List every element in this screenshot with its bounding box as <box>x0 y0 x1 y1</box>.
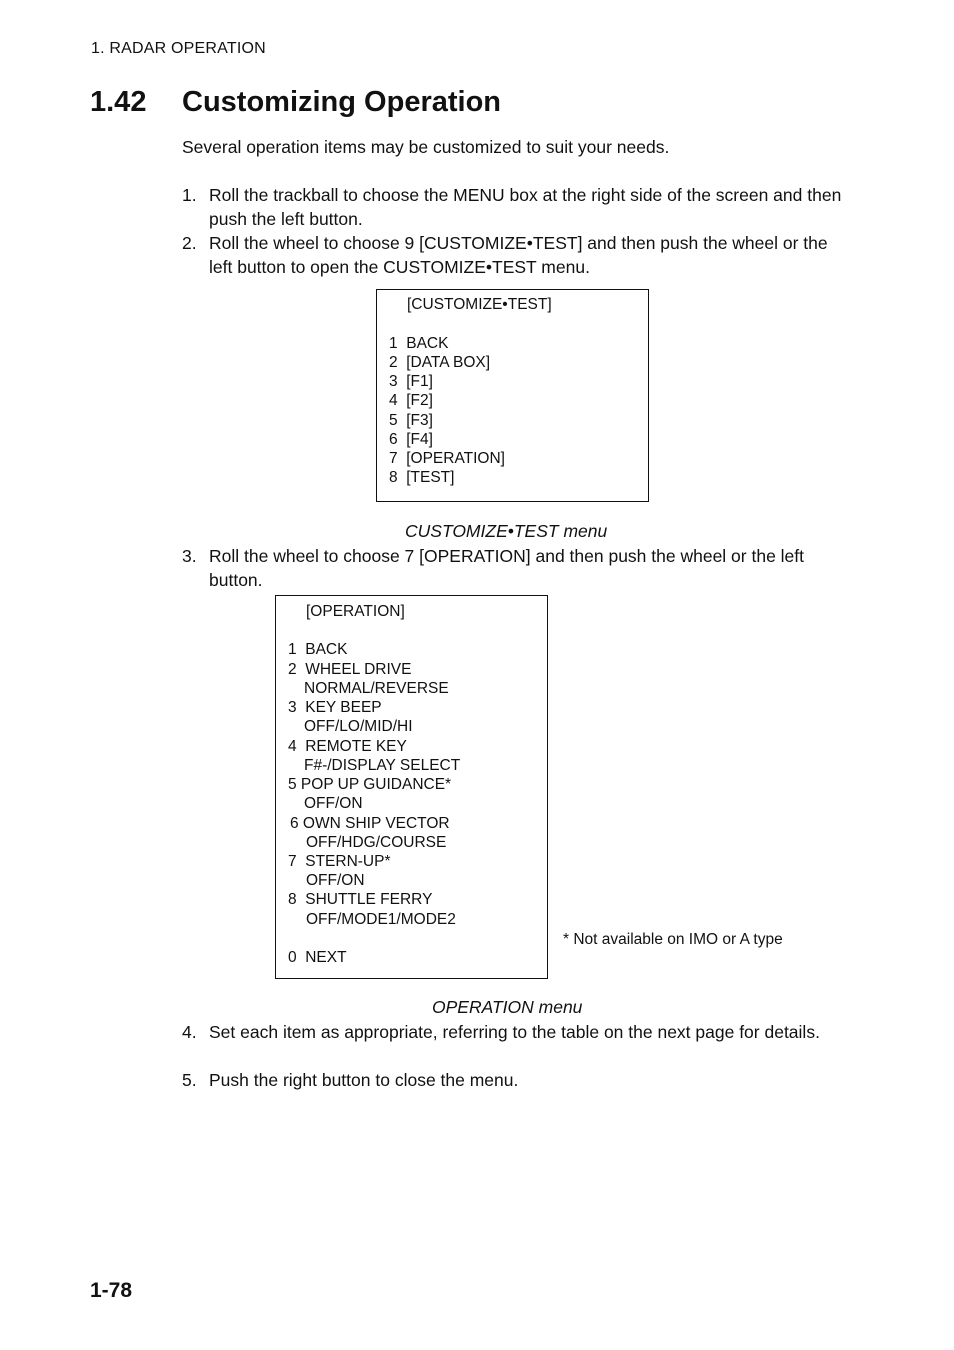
menu-item: 5 POP UP GUIDANCE* <box>288 776 452 793</box>
menu-title: [OPERATION] <box>306 603 405 620</box>
menu-item-options: OFF/HDG/COURSE <box>306 834 447 851</box>
step-2 <box>182 231 842 279</box>
page-number: 1-78 <box>90 1279 133 1302</box>
menu-item: 2 WHEEL DRIVE <box>288 661 412 678</box>
menu-title: [CUSTOMIZE•TEST] <box>407 296 552 313</box>
menu-item-options: OFF/ON <box>304 795 363 812</box>
operation-menu <box>275 595 548 979</box>
menu-item: 3 [F1] <box>389 373 433 390</box>
menu-item: 0 NEXT <box>288 949 347 966</box>
menu-item: 1 BACK <box>288 641 348 658</box>
step-text: Roll the wheel to choose 9 [CUSTOMIZE•TEST] and then push the wheel or the left button to open the CUSTOMIZE•TEST menu. <box>209 233 828 277</box>
customize-test-menu <box>376 289 649 502</box>
step-number: 4. <box>182 1022 197 1042</box>
menu-item-options: OFF/ON <box>306 872 365 889</box>
step-text: Push the right button to close the menu. <box>209 1070 519 1090</box>
menu-item: 6 [F4] <box>389 431 433 448</box>
menu-item: 8 [TEST] <box>389 469 455 486</box>
menu-item-options: NORMAL/REVERSE <box>304 680 449 697</box>
step-5 <box>182 1068 842 1092</box>
step-number: 2. <box>182 233 197 253</box>
intro-paragraph: Several operation items may be customized to suit your needs. <box>182 137 670 157</box>
menu-item: 1 BACK <box>389 335 449 352</box>
step-number: 3. <box>182 546 197 566</box>
step-text: Set each item as appropriate, referring to the table on the next page for details. <box>209 1022 820 1042</box>
menu-item-options: OFF/MODE1/MODE2 <box>306 911 456 928</box>
section-title: Customizing Operation <box>182 86 501 118</box>
section-heading <box>90 86 501 119</box>
menu-item-options: OFF/LO/MID/HI <box>304 718 413 735</box>
step-text: Roll the wheel to choose 7 [OPERATION] and then push the wheel or the left button. <box>209 546 805 590</box>
menu-item: 2 [DATA BOX] <box>389 354 491 371</box>
menu-item: 4 REMOTE KEY <box>288 738 407 755</box>
footnote: * Not available on IMO or A type <box>563 931 783 948</box>
step-text: Roll the trackball to choose the MENU box at the right side of the screen and then push the left button. <box>209 185 842 229</box>
step-3 <box>182 544 842 592</box>
menu-item: 4 [F2] <box>389 392 433 409</box>
menu-item: 3 KEY BEEP <box>288 699 382 716</box>
menu-item: 5 [F3] <box>389 412 433 429</box>
step-1 <box>182 183 842 231</box>
running-head: 1. RADAR OPERATION <box>91 40 266 57</box>
step-number: 5. <box>182 1070 197 1090</box>
menu-item: 6 OWN SHIP VECTOR <box>290 815 450 832</box>
step-number: 1. <box>182 185 197 205</box>
section-number: 1.42 <box>90 86 147 118</box>
step-4 <box>182 1020 842 1044</box>
menu-item: 8 SHUTTLE FERRY <box>288 891 433 908</box>
customize-test-caption: CUSTOMIZE•TEST menu <box>405 521 608 541</box>
menu-item: 7 STERN-UP* <box>288 853 391 870</box>
menu-item: 7 [OPERATION] <box>389 450 505 467</box>
menu-item-options: F#-/DISPLAY SELECT <box>304 757 461 774</box>
operation-caption: OPERATION menu <box>432 997 583 1017</box>
